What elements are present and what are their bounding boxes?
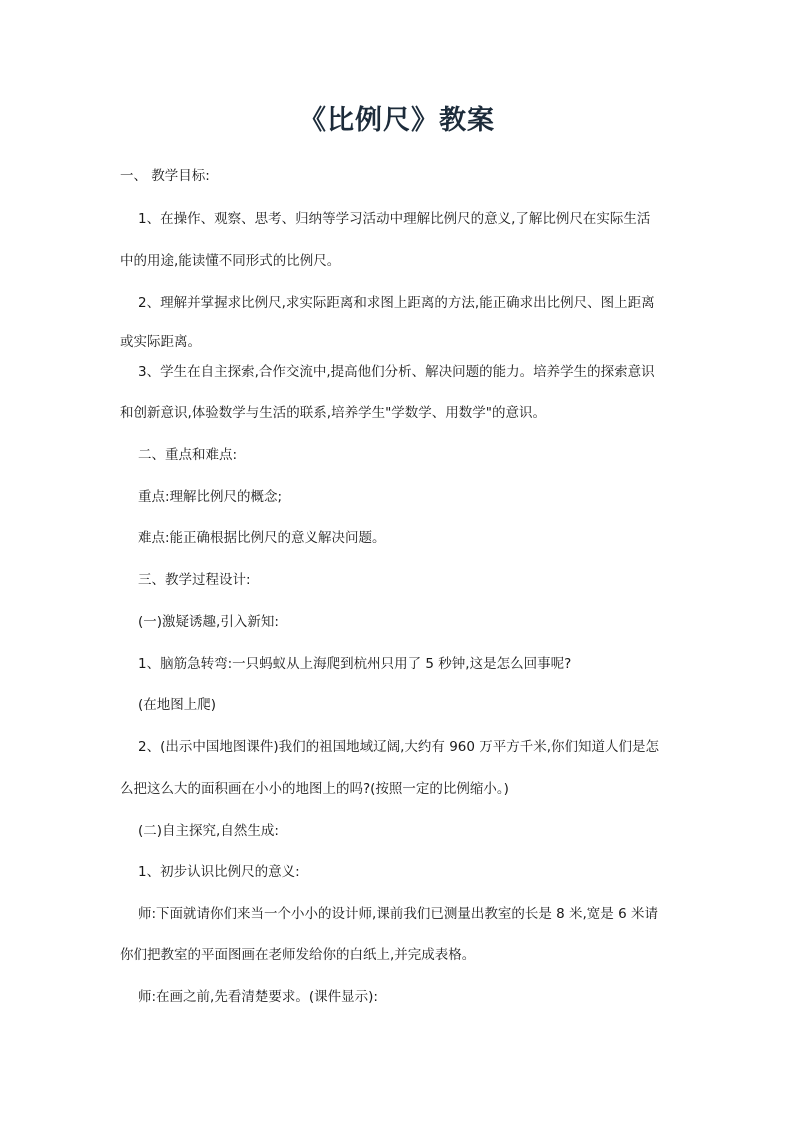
document-title: 《比例尺》教案 bbox=[299, 105, 495, 136]
paragraph-line: 师:在画之前,先看清楚要求。(课件显示): bbox=[138, 989, 378, 1005]
paragraph-line: 2、(出示中国地图课件)我们的祖国地域辽阔,大约有 960 万平方千米,你们知道人们是怎 bbox=[138, 739, 660, 755]
paragraph-line: 么把这么大的面积画在小小的地图上的吗?(按照一定的比例缩小。) bbox=[120, 781, 509, 797]
paragraph-line: 1、在操作、观察、思考、归纳等学习活动中理解比例尺的意义,了解比例尺在实际生活 bbox=[138, 211, 651, 227]
paragraph-line: 重点:理解比例尺的概念; bbox=[138, 489, 283, 505]
subsection-heading: (二)自主探究,自然生成: bbox=[138, 823, 279, 839]
paragraph-line: (在地图上爬) bbox=[138, 697, 217, 713]
paragraph-line: 2、理解并掌握求比例尺,求实际距离和求图上距离的方法,能正确求出比例尺、图上距离 bbox=[138, 295, 655, 311]
paragraph-line: 难点:能正确根据比例尺的意义解决问题。 bbox=[138, 530, 386, 546]
paragraph-line: 中的用途,能读懂不同形式的比例尺。 bbox=[120, 253, 341, 269]
paragraph-line: 师:下面就请你们来当一个小小的设计师,课前我们已测量出教室的长是 8 米,宽是 6 米请 bbox=[138, 906, 658, 922]
paragraph-line: 或实际距离。 bbox=[120, 334, 201, 350]
paragraph-line: 3、学生在自主探索,合作交流中,提高他们分析、解决问题的能力。培养学生的探索意识 bbox=[138, 364, 655, 380]
subsection-heading: (一)激疑诱趣,引入新知: bbox=[138, 614, 279, 630]
section-heading-process: 三、教学过程设计: bbox=[138, 572, 251, 588]
paragraph-line: 和创新意识,体验数学与生活的联系,培养学生"学数学、用数学"的意识。 bbox=[120, 405, 547, 421]
section-heading-key-points: 二、重点和难点: bbox=[138, 447, 238, 463]
paragraph-line: 1、初步认识比例尺的意义: bbox=[138, 864, 300, 880]
paragraph-line: 你们把教室的平面图画在老师发给你的白纸上,并完成表格。 bbox=[120, 947, 476, 963]
section-heading-objectives: 一、 教学目标: bbox=[120, 168, 210, 184]
paragraph-line: 1、脑筋急转弯:一只蚂蚁从上海爬到杭州只用了 5 秒钟,这是怎么回事呢? bbox=[138, 656, 572, 672]
